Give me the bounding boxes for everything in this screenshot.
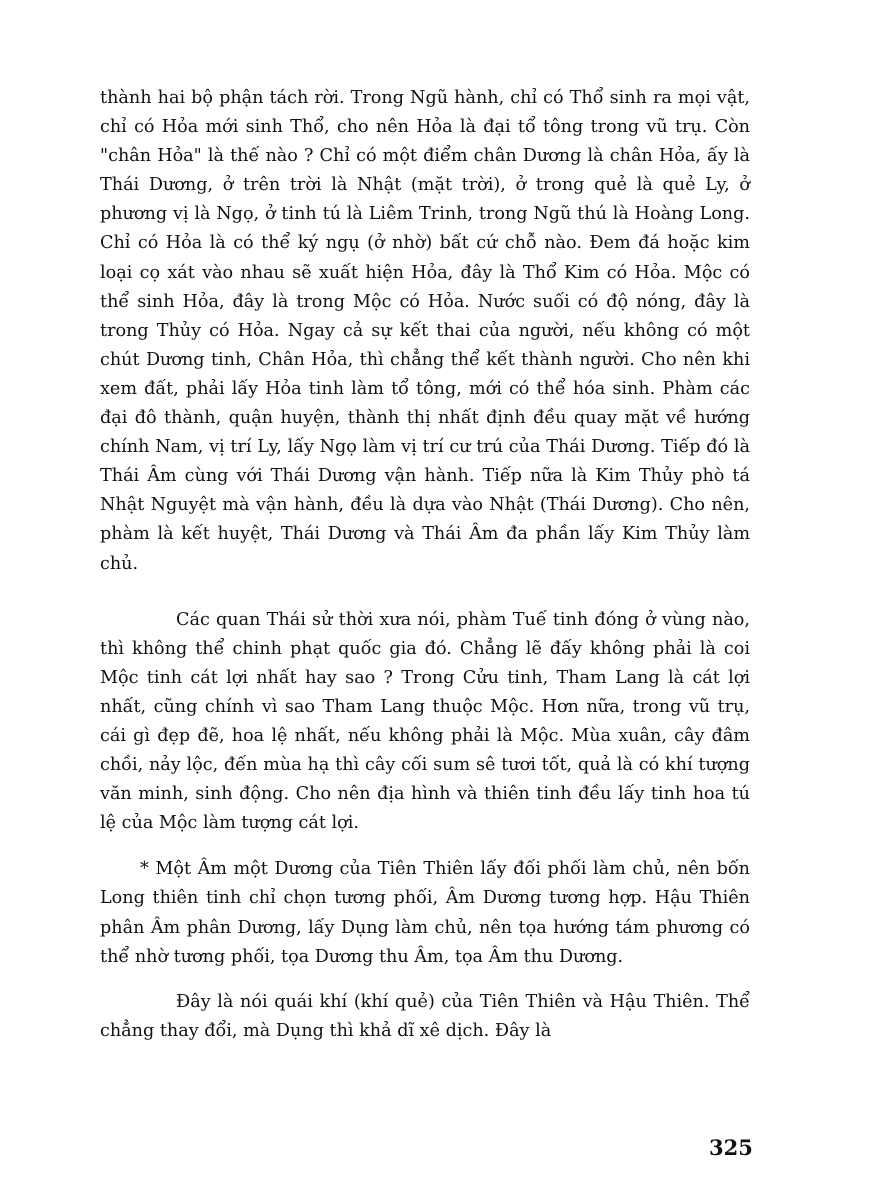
paragraph-continuation: thành hai bộ phận tách rời. Trong Ngũ hành, chỉ có Thổ sinh ra mọi vật, chỉ có Hỏa mới sinh Thổ, cho nên Hỏa là đại tổ tông trong vũ trụ. Còn "chân Hỏa" là thế nào ? Chỉ có một điểm chân Dương là chân Hỏa, ấy là Thái Dương, ở trên trời là Nhật (mặt trời), ở trong quẻ là quẻ Ly, ở phương vị là Ngọ, ở tinh tú là Liêm Trinh, trong Ngũ thú là Hoàng Long. Chỉ có Hỏa là có thể ký ngụ (ở nhờ) bất cứ chỗ nào. Đem đá hoặc kim loại cọ xát vào nhau sẽ xuất hiện Hỏa, đây là Thổ Kim có Hỏa. Mộc có thể sinh Hỏa, đây là trong Mộc có Hỏa. Nước suối có độ nóng, đây là trong Thủy có Hỏa. Ngay cả sự kết thai của người, nếu không có một chút Dương tinh, Chân Hỏa, thì chẳng thể kết thành người. Cho nên khi xem đất, phải lấy Hỏa tinh làm tổ tông, mới có thể hóa sinh. Phàm các đại đô thành, quận huyện, thành thị nhất định đều quay mặt về hướng chính Nam, vị trí Ly, lấy Ngọ làm vị trí cư trú của Thái Dương. Tiếp đó là Thái Âm cùng với Thái Dương vận hành. Tiếp nữa là Kim Thủy phò tá Nhật Nguyệt mà vận hành, đều là dựa vào Nhật (Thái Dương). Cho nên, phàm là kết huyệt, Thái Dương và Thái Âm đa phần lấy Kim Thủy làm chủ. (100, 88, 750, 574)
paragraph-quai-khi: Đây là nói quái khí (khí quẻ) của Tiên Thiên và Hậu Thiên. Thể chẳng thay đổi, mà Dụng thì khả dĩ xê dịch. Đây là (100, 991, 750, 1041)
paragraph-thai-su: Các quan Thái sử thời xưa nói, phàm Tuế tinh đóng ở vùng nào, thì không thể chinh phạt quốc gia đó. Chẳng lẽ đấy không phải là coi Mộc tinh cát lợi nhất hay sao ? Trong Cửu tinh, Tham Lang là cát lợi nhất, cũng chính vì sao Tham Lang thuộc Mộc. Hơn nữa, trong vũ trụ, cái gì đẹp đẽ, hoa lệ nhất, nếu không phải là Mộc. Mùa xuân, cây đâm chồi, nảy lộc, đến mùa hạ thì cây cối sum sê tươi tốt, quả là có khí tượng văn minh, sinh động. Cho nên địa hình và thiên tinh đều lấy tinh hoa tú lệ của Mộc làm tượng cát lợi. (100, 609, 750, 834)
paragraph-annotation: * Một Âm một Dương của Tiên Thiên lấy đối phối làm chủ, nên bốn Long thiên tinh chỉ chọn tương phối, Âm Dương tương hợp. Hậu Thiên phân Âm phân Dương, lấy Dụng làm chủ, nên tọa hướng tám phương có thể nhờ tương phối, tọa Dương thu Âm, tọa Âm thu Dương. (100, 859, 750, 967)
page-number: 325 (709, 1135, 753, 1160)
